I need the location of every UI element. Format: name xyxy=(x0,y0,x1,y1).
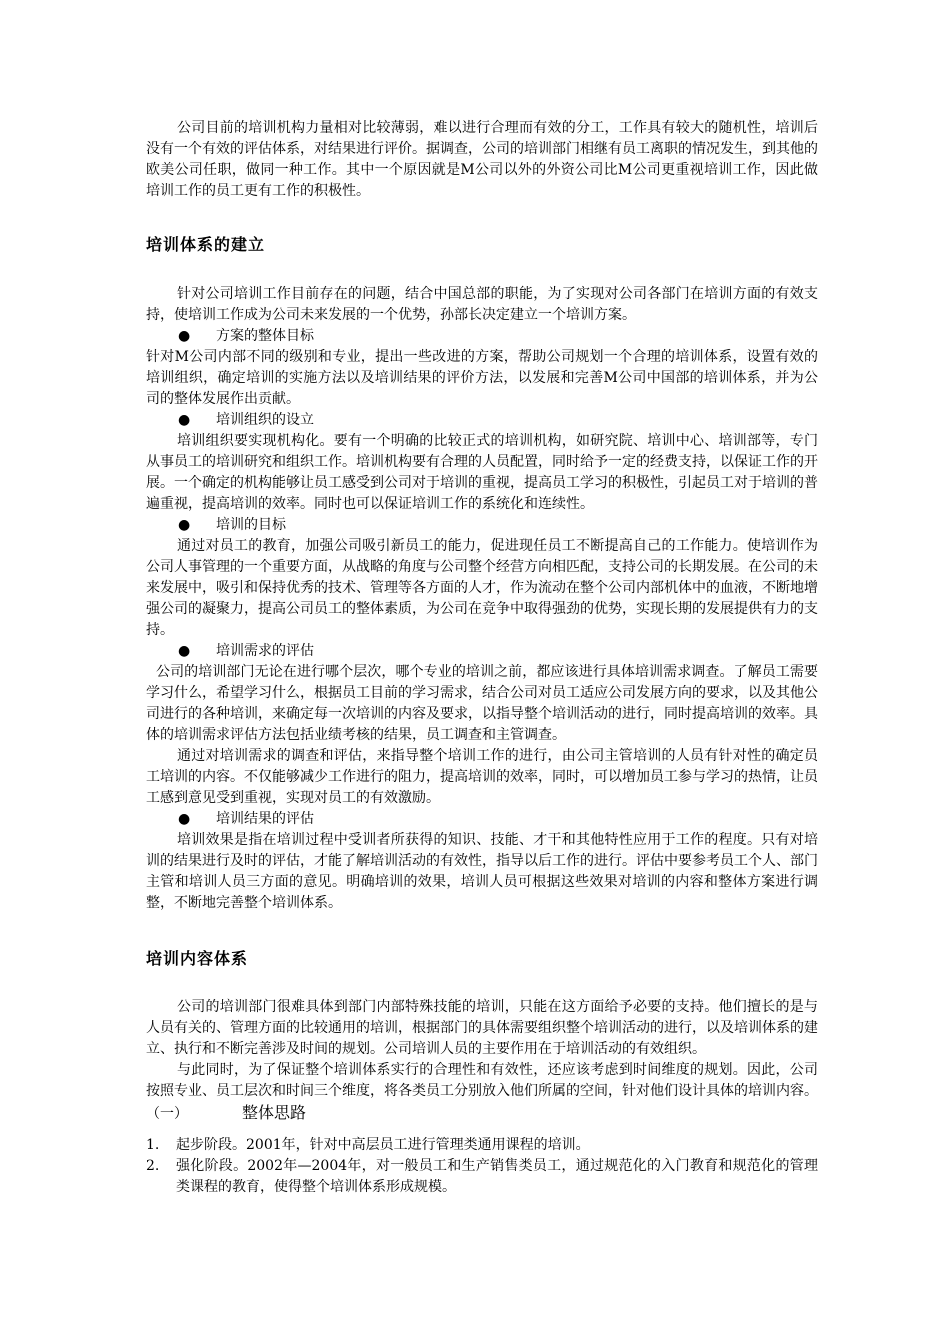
bullet-item xyxy=(146,410,818,431)
subsection-title: 整体思路 xyxy=(242,1103,307,1122)
bullet-body: 公司的培训部门无论在进行哪个层次，哪个专业的培训之前，都应该进行具体培训需求调查。了解员工需要学习什么，希望学习什么，根据员工目前的学习需求，结合公司对员工适应公司发展方向的要求，以及其他公司进行的各种培训，来确定每一次培训的内容及要求，以指导整个培训活动的进行，同时提高培训的效率。具体的培训需求评估方法包括业绩考核的结果，员工调查和主管调查。 xyxy=(146,664,818,743)
bullet-body: 针对M公司内部不同的级别和专业，提出一些改进的方案，帮助公司规划一个合理的培训体系，设置有效的培训组织，确定培训的实施方法以及培训结果的评价方法，以发展和完善M公司中国部的培训体系，并为公司的整体发展作出贡献。 xyxy=(146,349,818,407)
bullet-title: 培训组织的设立 xyxy=(216,412,314,428)
bullet-item xyxy=(146,326,818,347)
section-heading-training-content: 培训内容体系 xyxy=(146,949,249,968)
list-number: 1. xyxy=(146,1137,160,1153)
section1-lead-paragraph: 针对公司培训工作目前存在的问题，结合中国总部的职能，为了实现对公司各部门在培训方面的有效支持，使培训工作成为公司未来发展的一个优势，孙部长决定建立一个培训方案。 xyxy=(146,286,818,323)
subsection-heading xyxy=(146,1102,818,1125)
list-text: 起步阶段。2001年，针对中高层员工进行管理类通用课程的培训。 xyxy=(176,1137,590,1153)
bullet-icon: ● xyxy=(178,328,191,344)
bullet-icon: ● xyxy=(178,811,191,827)
document-page xyxy=(146,118,818,1198)
list-number: 2. xyxy=(146,1158,160,1174)
bullet-icon: ● xyxy=(178,517,191,533)
bullet-body-continued: 通过对培训需求的调查和评估，来指导整个培训工作的进行，由公司主管培训的人员有针对性的确定员工培训的内容。不仅能够减少工作进行的阻力，提高培训的效率，同时，可以增加员工参与学习的热情，让员工感到意见受到重视，实现对员工的有效激励。 xyxy=(146,748,818,806)
bullet-icon: ● xyxy=(178,643,191,659)
bullet-item xyxy=(146,641,818,662)
bullet-item xyxy=(146,515,818,536)
bullet-body: 培训组织要实现机构化。要有一个明确的比较正式的培训机构，如研究院、培训中心、培训部等，专门从事员工的培训研究和组织工作。培训机构要有合理的人员配置，同时给予一定的经费支持，以保证工作的开展。一个确定的机构能够让员工感受到公司对于培训的重视，提高员工学习的积极性，引起员工对于培训的普遍重视，提高培训的效率。同时也可以保证培训工作的系统化和连续性。 xyxy=(146,433,818,512)
section2-paragraph-1: 公司的培训部门很难具体到部门内部特殊技能的培训，只能在这方面给予必要的支持。他们擅长的是与人员有关的、管理方面的比较通用的培训，根据部门的具体需要组织整个培训活动的进行，以及培训体系的建立、执行和不断完善涉及时间的规划。公司培训人员的主要作用在于培训活动的有效组织。 xyxy=(146,999,818,1057)
list-text: 强化阶段。2002年—2004年，对一般员工和生产销售类员工，通过规范化的入门教育和规范化的管理类课程的教育，使得整个培训体系形成规模。 xyxy=(176,1158,818,1195)
list-item xyxy=(146,1135,818,1156)
list-item xyxy=(146,1156,818,1198)
bullet-title: 培训需求的评估 xyxy=(216,643,314,659)
bullet-icon: ● xyxy=(178,412,191,428)
bullet-body: 通过对员工的教育，加强公司吸引新员工的能力，促进现任员工不断提高自己的工作能力。使培训作为公司人事管理的一个重要方面，从战略的角度与公司整个经营方向相匹配，支持公司的长期发展。在公司的未来发展中，吸引和保持优秀的技术、管理等各方面的人才，作为流动在整个公司内部机体中的血液，不断地增强公司的凝聚力，提高公司员工的整体素质，为公司在竞争中取得强劲的优势，实现长期的发展提供有力的支持。 xyxy=(146,538,818,638)
section-heading-training-system: 培训体系的建立 xyxy=(146,235,266,254)
bullet-item xyxy=(146,809,818,830)
subsection-number: （一） xyxy=(146,1106,188,1122)
bullet-title: 培训结果的评估 xyxy=(216,811,314,827)
bullet-title: 方案的整体目标 xyxy=(216,328,314,344)
section2-paragraph-2: 与此同时，为了保证整个培训体系实行的合理性和有效性，还应该考虑到时间维度的规划。因此，公司按照专业、员工层次和时间三个维度，将各类员工分别放入他们所属的空间，针对他们设计具体的培训内容。 xyxy=(146,1062,818,1099)
bullet-body: 培训效果是指在培训过程中受训者所获得的知识、技能、才干和其他特性应用于工作的程度。只有对培训的结果进行及时的评估，才能了解培训活动的有效性，指导以后工作的进行。评估中要参考员工个人、部门主管和培训人员三方面的意见。明确培训的效果，培训人员可根据这些效果对培训的内容和整体方案进行调整，不断地完善整个培训体系。 xyxy=(146,832,818,911)
intro-paragraph: 公司目前的培训机构力量相对比较薄弱，难以进行合理而有效的分工，工作具有较大的随机性，培训后没有一个有效的评估体系，对结果进行评价。据调查，公司的培训部门相继有员工离职的情况发生，到其他的欧美公司任职，做同一种工作。其中一个原因就是M公司以外的外资公司比M公司更重视培训工作，因此做培训工作的员工更有工作的积极性。 xyxy=(146,120,818,199)
bullet-title: 培训的目标 xyxy=(216,517,286,533)
